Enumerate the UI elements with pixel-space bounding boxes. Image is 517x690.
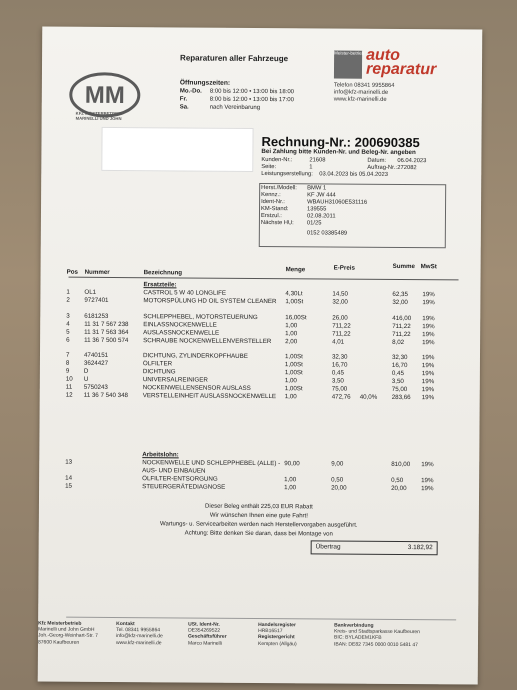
pos-cell: 9: [65, 367, 70, 375]
header-divider: [69, 277, 459, 281]
mwst-cell: 19%: [421, 386, 435, 394]
pos-cell: 5: [66, 328, 70, 336]
bezeichnung-cell: AUSLASSNOCKENWELLE: [143, 328, 220, 337]
menge-cell: 4,30Lt: [285, 290, 303, 298]
vehicle-line: Ident-Nr.: WBAUH31060E531116: [261, 199, 368, 206]
menge-cell: 1,00: [284, 475, 297, 483]
summe-cell: 711,22: [392, 322, 411, 330]
vehicle-line: 0152 03385489: [306, 230, 348, 237]
bezeichnung-cell: ÖLFILTER-ENTSORGUNG: [142, 474, 218, 483]
summe-cell: 62,35: [392, 290, 408, 299]
mwst-cell: 19%: [421, 378, 435, 386]
summe-cell: 810,00: [391, 460, 411, 469]
rabatt-cell: 40,0%: [359, 393, 378, 401]
address-redaction: [101, 127, 253, 172]
mwst-cell: 19%: [421, 362, 435, 370]
pos-cell: 14: [65, 474, 73, 482]
logo-sub1: KFZ MEISTERBETRIEB: [75, 110, 123, 117]
pos-cell: 1: [66, 288, 70, 296]
bezeichnung-cell: VERSTELLEINHEIT AUSLASSNOCKENWELLE: [142, 392, 277, 401]
summe-cell: 32,00: [392, 298, 408, 307]
menge-cell: 1,00St: [284, 361, 303, 369]
summe-cell: 75,00: [391, 385, 408, 394]
summe-cell: 16,70: [391, 361, 408, 370]
table-row: [40, 288, 480, 299]
menge-cell: 1,00: [284, 377, 297, 385]
vehicle-line: Nächste HU: 01/25: [260, 220, 322, 227]
mwst-cell: 19%: [421, 394, 435, 402]
mwst-cell: 19%: [421, 476, 434, 484]
invoice-title: Rechnung-Nr.: 200690385: [261, 134, 420, 151]
epreis-cell: 32,30: [331, 353, 348, 361]
mwst-cell: 19%: [422, 314, 435, 322]
menge-cell: 1,00: [284, 483, 297, 491]
nummer-cell: D: [83, 367, 89, 375]
bezeichnung-cell: DICHTUNG: [142, 368, 176, 376]
vehicle-line: KM-Stand: 139555: [261, 206, 327, 213]
pos-cell: 3: [66, 312, 70, 320]
col-menge: Menge: [285, 266, 306, 274]
section-ersatzteile: Ersatzteile:: [143, 281, 177, 289]
col-bezeichnung: Bezeichnung: [143, 269, 183, 277]
bezeichnung-cell: SCHLEPPHEBEL, MOTORSTEUERUNG: [143, 312, 258, 321]
meta-leistung: Leistungserstellung: 03.04.2023 bis 05.04.2023: [261, 171, 388, 178]
mwst-cell: 19%: [422, 338, 435, 346]
invoice-paper: [38, 26, 483, 684]
menge-cell: 1,00St: [284, 385, 303, 393]
pos-cell: 12: [65, 391, 73, 399]
vehicle-line: Herst./Modell: BMW 1: [261, 185, 327, 192]
section-arbeitslohn: Arbeitslohn:: [142, 451, 179, 459]
summe-cell: 32,30: [391, 353, 408, 362]
summe-cell: 8,02: [392, 338, 405, 346]
bezeichnung-cell: DICHTUNG, ZYLINDERKOPFHAUBE: [142, 352, 248, 360]
mwst-cell: 19%: [421, 354, 435, 362]
hours-title: Öffnungszeiten:: [179, 79, 231, 87]
epreis-cell: 4,01: [332, 338, 345, 346]
pos-cell: 15: [65, 482, 73, 490]
pos-cell: 4: [66, 320, 70, 328]
bezeichnung-cell: ÖLFILTER: [142, 360, 173, 368]
col-epreis: E-Preis: [333, 264, 355, 272]
bezeichnung-cell: SCHRAUBE NOCKENWELLENVERSTELLER: [143, 336, 272, 345]
epreis-cell: 16,70: [331, 361, 348, 369]
table-row: [40, 312, 480, 322]
bezeichnung-cell: NOCKENWELLE UND SCHLEPPHEBEL (ALLE) - AUS- UND EINBAUEN: [142, 459, 281, 475]
menge-cell: 1,00: [284, 393, 297, 401]
menge-cell: 1,00: [285, 329, 298, 337]
contact-block: [334, 83, 395, 104]
epreis-cell: 32,00: [332, 298, 348, 306]
epreis-cell: 9,00: [331, 460, 344, 468]
nummer-cell: 11 36 7 500 574: [84, 336, 129, 344]
col-mwst: MwSt: [420, 263, 437, 271]
mwst-cell: 19%: [422, 322, 435, 330]
note-rabatt: Dieser Beleg enthält 225,03 EUR Rabatt: [205, 503, 313, 511]
header-title: Reparaturen aller Fahrzeuge: [180, 53, 289, 64]
vehicle-line: Erstzul.: 02.08.2011: [260, 213, 336, 220]
nummer-cell: 11 31 7 567 238: [84, 320, 129, 328]
footer-bank: Bankverbindung Kreis- und Stadtsparkasse Kaufbeuren BIC: BYLADEM1KFB IBAN: DE82 7345 0000 0010 5481 47: [333, 622, 420, 648]
note-wartung: Wartungs- u. Servicearbeiten werden nach Herstellervorgaben ausgeführt.: [160, 521, 358, 529]
hours-row: Mo.-Do. 8:00 bis 12:00 • 13:00 bis 18:00: [179, 88, 295, 96]
meta-kunden: Kunden-Nr.: 21608 Datum: 06.04.2023: [261, 157, 427, 165]
hours-row: Sa. nach Vereinbarung: [179, 104, 261, 111]
nummer-cell: 11 36 7 540 348: [83, 391, 129, 400]
menge-cell: 16,00St: [285, 313, 307, 321]
epreis-cell: 711,22: [332, 322, 351, 330]
pos-cell: 10: [65, 375, 73, 383]
col-summe: Summe: [392, 262, 416, 271]
meta-seite: Seite: 1 Auftrag-Nr.:272082: [261, 164, 417, 172]
note-achtung: Achtung: Bitte denken Sie daran, dass bei Montage von: [184, 530, 333, 538]
invoice-subtitle: Bei Zahlung bitte Kunden-Nr. und Beleg-Nr. angeben: [261, 148, 416, 157]
summe-cell: 3,50: [391, 377, 404, 386]
bezeichnung-cell: UNIVERSALREINIGER: [142, 376, 208, 384]
nummer-cell: 11 31 7 563 364: [84, 328, 129, 336]
bezeichnung-cell: STEUERGERÄTEDIAGNOSE: [142, 482, 226, 491]
pos-cell: 6: [66, 336, 70, 344]
epreis-cell: 0,45: [331, 369, 344, 377]
epreis-cell: 0,50: [331, 475, 344, 484]
bezeichnung-cell: EINLASSNOCKENWELLE: [143, 320, 217, 329]
menge-cell: 1,00: [285, 321, 298, 329]
epreis-cell: 26,00: [332, 314, 348, 322]
summe-cell: 20,00: [391, 484, 407, 492]
mwst-cell: 19%: [422, 330, 435, 338]
pos-cell: 8: [65, 359, 70, 367]
footer-company: Kfz Meisterbetrieb Marinelli und John GmbH Joh.-Georg-Weinhart-Str. 7 87600 Kaufbeuren: [37, 620, 98, 646]
vehicle-line: Kennz.: KF JW 444: [261, 192, 336, 199]
mwst-cell: 19%: [421, 370, 435, 378]
brand-word: auto reparatur: [365, 46, 437, 79]
logo-sub2: MARINELLI UND JOHN: [75, 115, 122, 122]
epreis-cell: 14,50: [332, 290, 348, 298]
epreis-cell: 75,00: [331, 385, 348, 393]
menge-cell: 1,00St: [284, 369, 303, 377]
mwst-cell: 19%: [421, 461, 434, 469]
meisterbetrieb-badge: Meister-betrieb: [334, 51, 362, 79]
summe-cell: 711,22: [392, 330, 411, 338]
epreis-cell: 20,00: [331, 483, 347, 492]
mwst-cell: 19%: [422, 299, 435, 307]
logo-subtitle: [76, 111, 122, 121]
menge-cell: 90,00: [284, 460, 300, 468]
pos-cell: 13: [65, 458, 73, 466]
menge-cell: 1,00St: [284, 353, 303, 361]
nummer-cell: 3624427: [83, 359, 109, 367]
footer-register: Handelsregister HRB16517 Registergericht Kempten (Allgäu): [257, 621, 297, 647]
summe-cell: 416,00: [392, 314, 412, 322]
nummer-cell: 4740151: [83, 351, 109, 359]
mwst-cell: 19%: [421, 484, 434, 492]
summe-cell: 0,45: [391, 369, 404, 378]
bezeichnung-cell: MOTORSPÜLUNG HD OIL SYSTEM CLEANER: [143, 297, 277, 306]
uebertrag-label: Übertrag: [315, 543, 341, 551]
col-nummer: Nummer: [84, 268, 110, 276]
epreis-cell: 711,22: [332, 330, 351, 338]
pos-cell: 7: [65, 351, 70, 359]
logo-mm-text: MM: [84, 81, 125, 110]
pos-cell: 2: [66, 296, 70, 304]
table-row: [39, 458, 479, 475]
footer-ust: USt. Ident-Nr. DE354269522 Geschäftsführer Marco Marinelli: [187, 621, 227, 647]
mwst-cell: 19%: [422, 291, 435, 299]
summe-cell: 283,66: [391, 393, 411, 402]
menge-cell: 2,00: [285, 337, 298, 345]
summe-cell: 0,50: [391, 476, 404, 484]
nummer-cell: 6181253: [84, 312, 109, 320]
pos-cell: 11: [65, 383, 73, 391]
epreis-cell: 3,50: [331, 377, 344, 385]
nummer-cell: U: [83, 375, 89, 383]
phone: Telefon 08341 9955864: [333, 82, 395, 89]
web: www.kfz-marinelli.de: [333, 96, 387, 103]
menge-cell: 1,00St: [285, 298, 304, 306]
uebertrag-value: 3.182,92: [407, 544, 433, 552]
bezeichnung-cell: NOCKENWELLENSENSOR AUSLASS: [142, 384, 251, 392]
hours-row: Fr. 8:00 bis 12:00 • 13:00 bis 17:00: [179, 96, 294, 104]
bezeichnung-cell: CASTROL 5 W 40 LONGLIFE: [143, 289, 227, 297]
email: info@kfz-marinelli.de: [333, 89, 389, 96]
epreis-cell: 472,76: [331, 393, 351, 401]
note-thanks: Wir wünschen Ihnen eine gute Fahrt!: [209, 512, 308, 520]
col-pos: Pos: [66, 268, 78, 276]
uebertrag-box: [311, 540, 438, 555]
table-row: [40, 351, 480, 362]
nummer-cell: OL1: [84, 288, 97, 296]
nummer-cell: 5750243: [83, 383, 108, 391]
footer-contact: Kontakt Tel. 08341 9955864 info@kfz-marinelli.de www.kfz-marinelli.de: [115, 621, 163, 646]
footer-divider: [66, 617, 456, 621]
nummer-cell: 9727401: [84, 296, 109, 304]
